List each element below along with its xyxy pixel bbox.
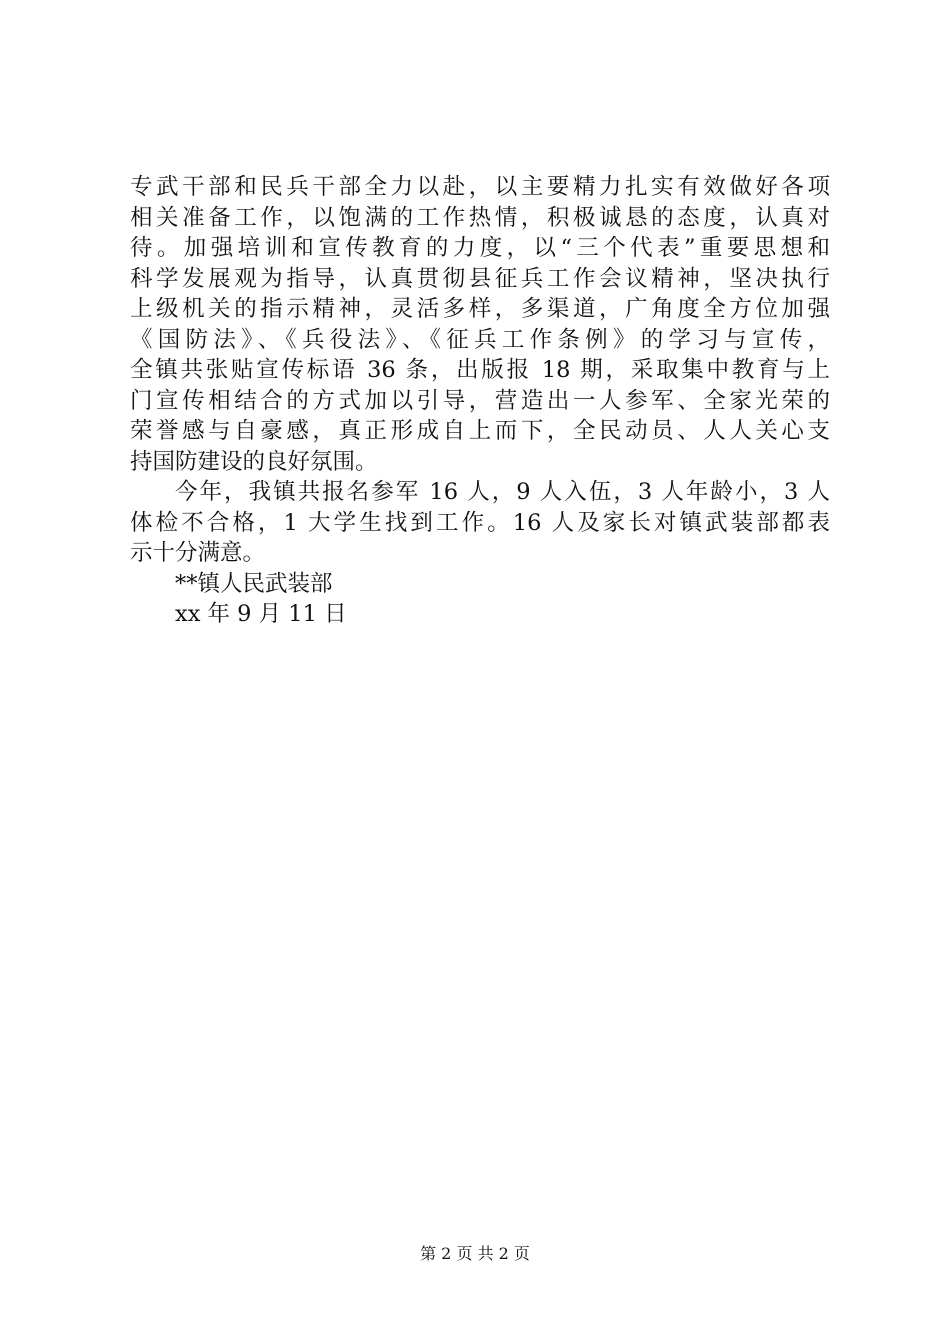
text-line: 体检不合格，1 大学生找到工作。16 人及家长对镇武装部都表 (130, 509, 830, 536)
text-line: 荣誉感与自豪感，真正形成自上而下，全民动员、人人关心支 (130, 418, 830, 444)
text-line: 专武干部和民兵干部全力以赴，以主要精力扎实有效做好各项 (130, 174, 830, 200)
text-line: 全镇共张贴宣传标语 36 条，出版报 18 期，采取集中教育与上 (130, 357, 830, 383)
document-body (130, 172, 830, 630)
signature-block (130, 569, 830, 630)
text-line: 门宣传相结合的方式加以引导，营造出一人参军、全家光荣的 (130, 387, 830, 414)
paragraph-results (130, 477, 830, 569)
signature-org: **镇人民武装部 (175, 570, 333, 597)
text-line: 科学发展观为指导，认真贯彻县征兵工作会议精神，坚决执行 (130, 265, 830, 292)
text-line: 相关准备工作，以饱满的工作热情，积极诚恳的态度，认真对 (130, 204, 830, 231)
text-line: 示十分满意。 (130, 540, 266, 566)
paragraph-publicity (130, 172, 830, 477)
signature-date: xx 年 9 月 11 日 (175, 601, 347, 627)
text-line: 待。加强培训和宣传教育的力度，以“三个代表”重要思想和 (130, 235, 830, 261)
text-line: 《国防法》、《兵役法》、《征兵工作条例》的学习与宣传， (130, 326, 830, 353)
page-footer: 第 2 页 共 2 页 (420, 1244, 530, 1263)
text-line: 上级机关的指示精神，灵活多样，多渠道，广角度全方位加强 (130, 296, 830, 322)
text-line: 今年，我镇共报名参军 16 人，9 人入伍，3 人年龄小，3 人 (175, 479, 830, 505)
text-line: 持国防建设的良好氛围。 (130, 448, 378, 475)
